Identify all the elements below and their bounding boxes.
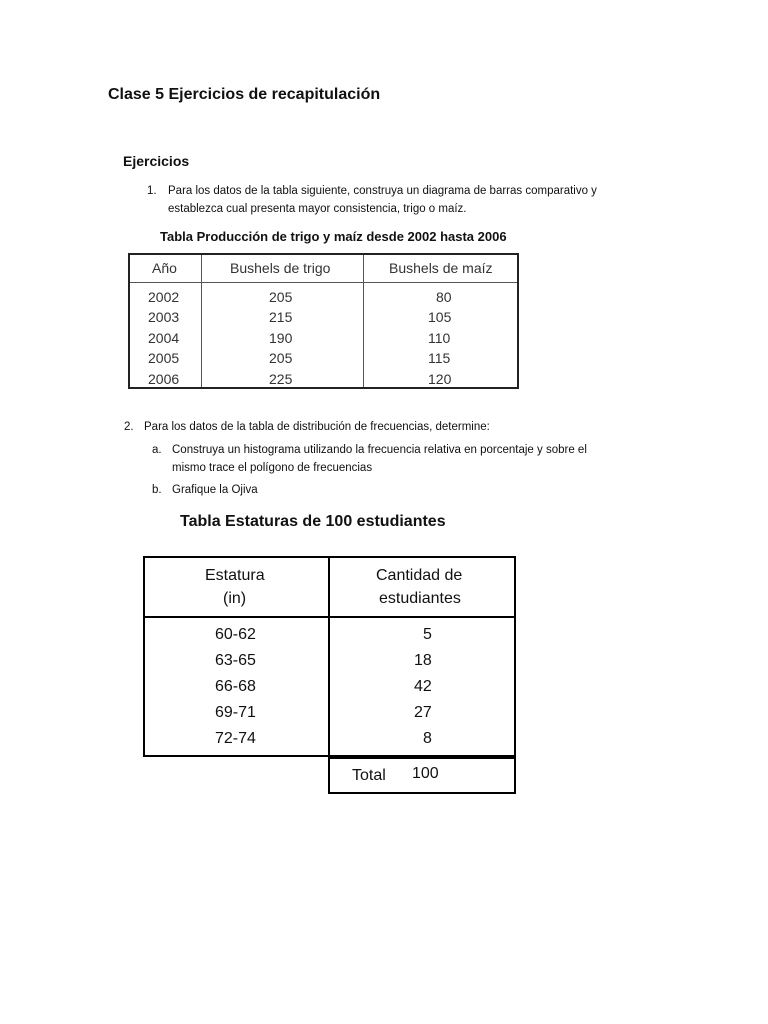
table-1-cell: 2003 bbox=[148, 309, 180, 325]
question-1-line-2: establezca cual presenta mayor consistencia, trigo o maíz. bbox=[168, 203, 467, 215]
table-1-caption: Tabla Producción de trigo y maíz desde 2002 hasta 2006 bbox=[160, 229, 507, 244]
question-2b-text: Grafique la Ojiva bbox=[172, 484, 258, 496]
table-2-cell: 8 bbox=[423, 730, 432, 747]
table-2-cell: 63-65 bbox=[215, 652, 256, 669]
table-1-cell: 115 bbox=[428, 350, 451, 366]
table-1-divider bbox=[363, 255, 364, 387]
table-1-divider bbox=[130, 282, 517, 283]
table-1-cell: 205 bbox=[269, 350, 293, 366]
page-title: Clase 5 Ejercicios de recapitulación bbox=[108, 86, 381, 103]
question-2a-label: a. bbox=[152, 444, 162, 456]
table-1-cell: 2004 bbox=[148, 330, 180, 346]
table-1-header-corn: Bushels de maíz bbox=[389, 260, 493, 276]
table-2-header-unit: (in) bbox=[223, 590, 247, 607]
table-1-header-wheat: Bushels de trigo bbox=[230, 260, 331, 276]
table-2-cell: 60-62 bbox=[215, 626, 256, 643]
table-2-total-value: 100 bbox=[412, 765, 439, 782]
question-2-number: 2. bbox=[124, 421, 134, 433]
table-2-header-students: estudiantes bbox=[379, 590, 461, 607]
table-1-cell: 2002 bbox=[148, 289, 180, 305]
table-1-divider bbox=[201, 255, 202, 387]
table-2-cell: 72-74 bbox=[215, 730, 256, 747]
table-1-cell: 2006 bbox=[148, 371, 180, 387]
exercises-heading: Ejercicios bbox=[123, 153, 190, 169]
question-2b-label: b. bbox=[152, 484, 162, 496]
table-2-divider bbox=[328, 558, 330, 755]
question-2-text: Para los datos de la tabla de distribución de frecuencias, determine: bbox=[144, 421, 490, 433]
table-1-cell: 110 bbox=[428, 330, 451, 346]
table-2-cell: 18 bbox=[414, 652, 432, 669]
table-2-cell: 66-68 bbox=[215, 678, 256, 695]
table-2-total-label: Total bbox=[352, 767, 386, 784]
table-2-cell: 27 bbox=[414, 704, 432, 721]
table-2-cell: 42 bbox=[414, 678, 432, 695]
table-2-header-height: Estatura bbox=[205, 567, 265, 584]
table-2-cell: 5 bbox=[423, 626, 432, 643]
table-1-cell: 225 bbox=[269, 371, 293, 387]
table-1-cell: 105 bbox=[428, 309, 452, 325]
table-1-cell: 2005 bbox=[148, 350, 180, 366]
table-1-cell: 80 bbox=[436, 289, 452, 305]
table-2-total-row bbox=[328, 757, 516, 794]
table-1-cell: 215 bbox=[269, 309, 293, 325]
question-2a-line-1: Construya un histograma utilizando la frecuencia relativa en porcentaje y sobre el bbox=[172, 444, 587, 456]
question-1-line-1: Para los datos de la tabla siguiente, construya un diagrama de barras comparativo y bbox=[168, 185, 597, 197]
table-1-cell: 205 bbox=[269, 289, 293, 305]
table-2-header-count: Cantidad de bbox=[376, 567, 463, 584]
table-1-cell: 190 bbox=[269, 330, 293, 346]
table-2-divider bbox=[145, 616, 514, 618]
table-1-cell: 120 bbox=[428, 371, 452, 387]
table-2-caption: Tabla Estaturas de 100 estudiantes bbox=[180, 513, 446, 530]
table-1 bbox=[128, 253, 519, 389]
question-1-number: 1. bbox=[147, 185, 157, 197]
table-1-header-year: Año bbox=[152, 260, 177, 276]
table-2 bbox=[143, 556, 516, 757]
question-2a-line-2: mismo trace el polígono de frecuencias bbox=[172, 462, 373, 474]
table-2-cell: 69-71 bbox=[215, 704, 256, 721]
